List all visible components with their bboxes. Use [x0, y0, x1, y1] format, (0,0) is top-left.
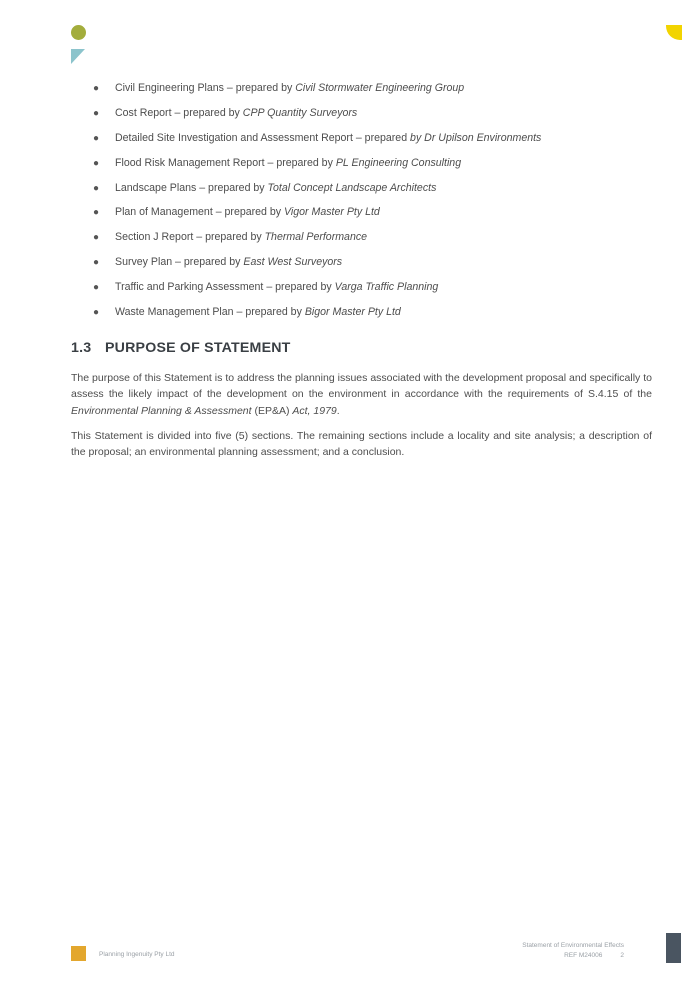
footer-doc-info [522, 941, 624, 961]
list-item [93, 80, 653, 105]
bullet-icon: ● [93, 307, 100, 319]
decorative-triangle [71, 49, 85, 64]
paragraph-text: . [336, 404, 340, 417]
list-item [93, 105, 653, 130]
item-author: by Dr Upilson Environments [410, 131, 542, 144]
list-item [93, 279, 653, 304]
consultant-list [93, 80, 653, 329]
bullet-icon: ● [93, 257, 100, 269]
bullet-icon: ● [93, 182, 100, 194]
item-author: CPP Quantity Surveyors [242, 106, 358, 119]
item-author: Total Concept Landscape Architects [267, 181, 437, 194]
paragraph-italic: Environmental Planning & Assessment [71, 404, 252, 417]
item-label: Landscape Plans – prepared by [115, 181, 268, 194]
paragraph-text: The purpose of this Statement is to address the planning issues associated with the development proposal and specifically to assess the likely impact of the development on the environment in accordance with the requirements of S.4.15 of the [71, 372, 652, 401]
item-label: Traffic and Parking Assessment – prepared by [115, 281, 335, 294]
item-label: Civil Engineering Plans – prepared by [115, 82, 296, 94]
paragraph-italic: Act, 1979 [292, 404, 337, 417]
bullet-icon: ● [93, 157, 100, 169]
section-title: PURPOSE OF STATEMENT [105, 340, 291, 356]
paragraph-text: (EP&A) [251, 404, 293, 417]
list-item [93, 254, 653, 279]
footer-bar [666, 933, 681, 963]
item-label: Detailed Site Investigation and Assessment Report – prepared [115, 131, 411, 144]
list-item [93, 130, 653, 155]
section-number: 1.3 [71, 340, 92, 356]
bullet-icon: ● [93, 282, 100, 294]
list-item [93, 180, 653, 205]
item-label: Plan of Management – prepared by [115, 206, 285, 219]
item-author: Thermal Performance [264, 231, 368, 244]
item-author: Bigor Master Pty Ltd [304, 306, 401, 319]
purpose-paragraph [71, 370, 652, 419]
footer-doc-title: Statement of Environmental Effects [522, 942, 624, 949]
item-label: Cost Report – prepared by [115, 106, 243, 119]
list-item [93, 155, 653, 180]
item-author: East West Surveyors [243, 256, 343, 269]
item-label: Waste Management Plan – prepared by [115, 306, 305, 319]
list-item [93, 229, 653, 254]
sections-paragraph: This Statement is divided into five (5) sections. The remaining sections include a locality and site analysis; a description of the proposal; an environmental planning assessment; and a conclusion. [71, 430, 652, 459]
item-author: Vigor Master Pty Ltd [284, 206, 380, 219]
item-author: PL Engineering Consulting [335, 156, 462, 169]
item-author: Civil Stormwater Engineering Group [295, 82, 465, 94]
item-label: Section J Report – prepared by [115, 231, 265, 244]
bullet-icon: ● [93, 132, 100, 144]
footer-company: Planning Ingenuity Pty Ltd [99, 951, 175, 958]
footer-ref: REF M24006 [564, 952, 603, 959]
bullet-icon: ● [93, 83, 100, 94]
section-heading [71, 340, 291, 356]
decorative-circle [71, 25, 86, 40]
bullet-icon: ● [93, 207, 100, 219]
item-label: Survey Plan – prepared by [115, 256, 244, 269]
page-number: 2 [620, 952, 624, 959]
item-label: Flood Risk Management Report – prepared by [115, 156, 336, 169]
bullet-icon: ● [93, 232, 100, 244]
decorative-corner-tab [666, 25, 682, 40]
list-item [93, 304, 653, 329]
bullet-icon: ● [93, 107, 100, 119]
footer-logo-square [71, 946, 86, 961]
item-author: Varga Traffic Planning [334, 281, 439, 294]
list-item [93, 204, 653, 229]
